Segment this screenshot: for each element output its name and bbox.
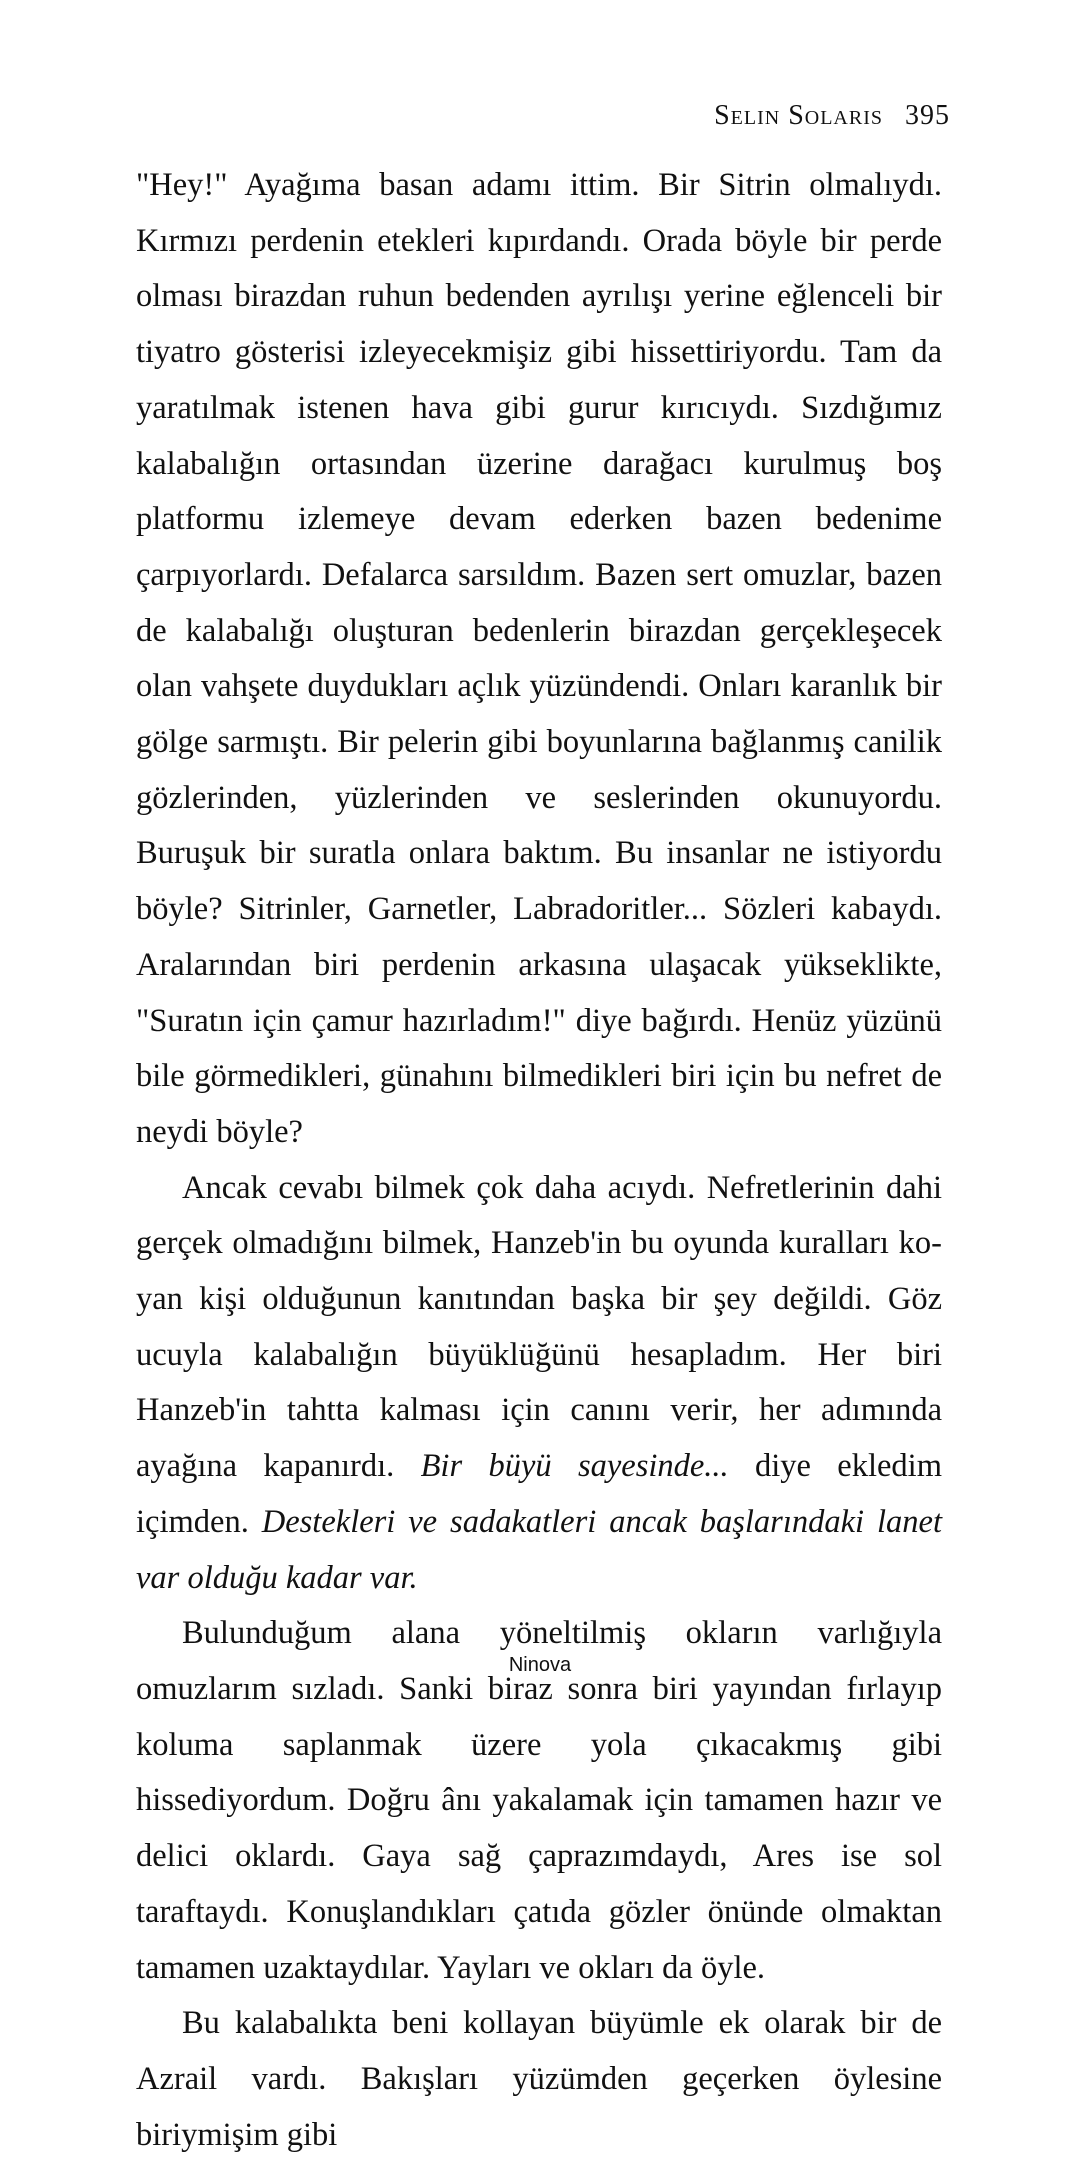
body-text: [136, 158, 942, 2163]
publisher-footer: Ninova: [508, 1654, 572, 1676]
text-segment: Bu kalabalıkta beni kollayan büyümle ek olarak bir de Azrail vardı. Bakışları yüzümden geçerken öylesine biriymişim gibi: [136, 2005, 942, 2153]
page-number: 395: [905, 100, 950, 131]
text-segment: Bulunduğum alana yöneltilmiş okların varlığıyla omuzlarım sızladı. Sanki biraz sonra biri yayından fırlayıp koluma saplanmak üzere yola çıkacakmış gibi hissediyordum. Doğru ânı yakalamak için tamamen hazır ve delici oklardı. Gaya sağ çaprazımdaydı, Ares ise sol taraftaydı. Konuşlandıkları çatıda gözler önünde olmaktan tamamen uzaktaydılar. Yayları ve okları da öyle.: [136, 1615, 942, 1986]
italic-text-segment: Bir büyü sayesinde...: [420, 1448, 729, 1485]
paragraph: [136, 1996, 942, 2163]
running-header: [714, 100, 950, 132]
text-segment: Ancak cevabı bilmek çok daha acıydı. Nefretlerinin dahi gerçek olmadığını bilmek, Hanzeb'in bu oyunda kuralları koyan kişi olduğunun kanıtından başka bir şey değildi. Göz ucuyla kalabalığın büyüklüğünü hesapladım. Her biri Hanzeb'in tahtta kalması için canını verir, her adımında ayağına kapanırdı.: [136, 1169, 942, 1485]
paragraph: [136, 158, 942, 1161]
text-segment: diye ekledim içimden.: [136, 1448, 942, 1540]
text-segment: "Hey!" Ayağıma basan adamı ittim. Bir Sitrin olmalıydı. Kırmızı perdenin etekleri kıpırdandı. Orada böyle bir perde olması birazdan ruhun bedenden ayrılışı yerine eğlenceli bir tiyatro gösterisi izleyecekmişiz gibi hissettiriyordu. Tam da yaratılmak istenen hava gibi gurur kırıcıydı. Sızdığımız kalabalığın ortasından üzerine darağacı kurulmuş boş platformu izlemeye devam ederken bazen bedenime çarpıyorlardı. Defalarca sarsıldım. Bazen sert omuzlar, bazen de kalabalığı oluşturan bedenlerin birazdan gerçekleşecek olan vahşete duydukları açlık yüzündendi. Onları karanlık bir gölge sarmıştı. Bir pelerin gibi boyunlarına bağlanmış canilik gözlerinden, yüzlerinden ve seslerinden okunuyordu. Buruşuk bir suratla onlara baktım. Bu insanlar ne istiyordu böyle? Sitrinler, Garnetler, Labradoritler... Sözleri kabaydı. Aralarından biri perdenin arkasına ulaşacak yükseklikte, "Suratın için çamur hazırladım!" diye bağırdı. Henüz yüzünü bile görmedikleri, günahını bilmedikleri biri için bu nefret de neydi böyle?: [136, 167, 942, 1150]
italic-text-segment: Destekleri ve sadakatleri ancak başlarındaki lanet var olduğu kadar var.: [136, 1503, 942, 1596]
paragraph: [136, 1161, 942, 1607]
book-title: Selin Solaris: [714, 100, 883, 131]
